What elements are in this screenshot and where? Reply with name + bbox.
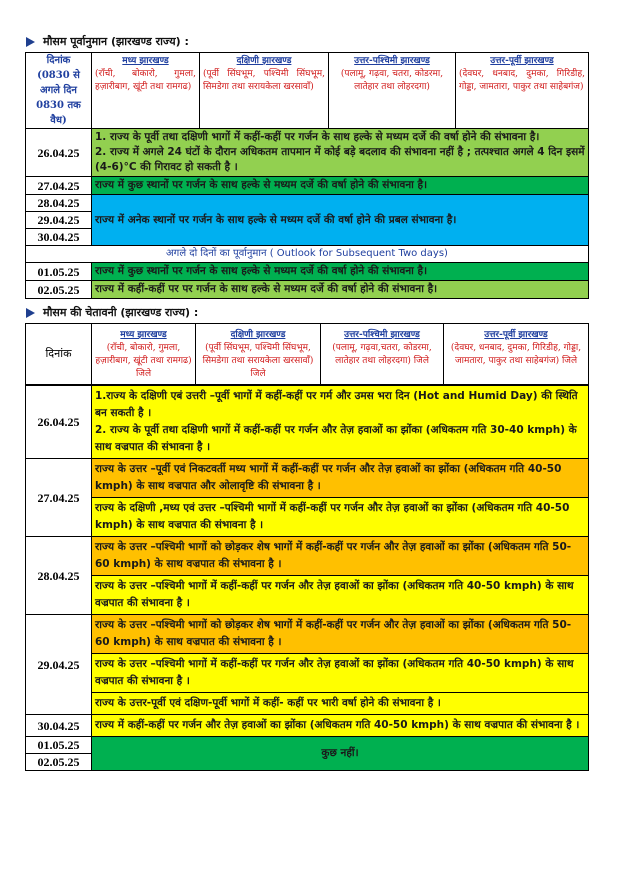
- warning-region-northeast: [444, 324, 589, 385]
- warning-date: 28.04.25: [26, 537, 92, 615]
- region-districts: (पलामू, गढ़वा,चतरा, कोडरमा, लातेहार तथा लोहरदगा) जिले: [332, 343, 432, 366]
- warning-row: [26, 615, 589, 654]
- date-header-line: दिनांक: [46, 55, 71, 66]
- region-name: उत्तर-पूर्वी झारखण्ड: [490, 56, 554, 66]
- outlook-row: [26, 281, 589, 299]
- warning-text: राज्य के उत्तर –पश्चिमी भागों को छोड़कर शेष भागों में कहीं-कहीं पर गर्जन और तेज़ हवाओं का झोंका (अधिकतम गति 50-60 kmph) के साथ वज्रपात की संभावना है ।: [92, 537, 589, 576]
- forecast-text: राज्य में कुछ स्थानों पर गर्जन के साथ हल्के से मध्यम दर्जे की वर्षा होने की संभावना है।: [92, 177, 589, 195]
- region-name: मध्य झारखण्ड: [120, 330, 167, 340]
- forecast-row: [26, 129, 589, 177]
- warning-date: 30.04.25: [26, 715, 92, 737]
- warning-date: 02.05.25: [26, 754, 92, 771]
- warning-text: राज्य के उत्तर –पश्चिमी भागों में कहीं-कहीं पर गर्जन और तेज़ हवाओं का झोंका (अधिकतम गति 40-50 kmph) के साथ वज्रपात की संभावना है ।: [92, 576, 589, 615]
- warning-text: कुछ नहीं।: [92, 737, 589, 771]
- warning-table: [25, 323, 589, 385]
- warning-row: [26, 459, 589, 498]
- warning-header-row: [26, 324, 589, 385]
- region-districts: (पूर्वी सिंघभूम, पश्चिमी सिंघभूम, सिमडेगा तथा सरायकेला खरसावाँ) जिले: [202, 343, 314, 379]
- warning-body-table: [25, 385, 589, 771]
- forecast-date: 26.04.25: [26, 129, 92, 177]
- region-name: उत्तर-पूर्वी झारखण्ड: [484, 330, 548, 340]
- outlook-text: राज्य में कहीं-कहीं पर पर गर्जन के साथ हल्के से मध्यम दर्जे की वर्षा होने की संभावना है।: [92, 281, 589, 299]
- forecast-date: 28.04.25: [26, 195, 92, 212]
- forecast-row: [26, 177, 589, 195]
- warning-text: राज्य के उत्तर –पूर्वी एवं निकटवर्ती मध्य भागों में कहीं-कहीं पर गर्जन और तेज़ हवाओं का झोंका (अधिकतम गति 40-50 kmph) के साथ वज्रपात और ओलावृष्टि की संभावना है ।: [92, 459, 589, 498]
- warning-region-northwest: [321, 324, 444, 385]
- warning-date: 01.05.25: [26, 737, 92, 754]
- warning-row: [26, 576, 589, 615]
- outlook-date: 02.05.25: [26, 281, 92, 299]
- forecast-line: 2. राज्य में अगले 24 घंटों के दौरान अधिकतम तापमान में कोई बड़े बदलाव की संभावना नहीं है ; तत्पश्चात अगले 4 दिन इसमें (4-6)°C की गिरावट हो सकती है ।: [95, 146, 585, 173]
- forecast-text: [92, 129, 589, 177]
- forecast-section-title: [26, 34, 588, 50]
- forecast-date: 29.04.25: [26, 212, 92, 229]
- warning-region-south: [196, 324, 321, 385]
- warning-row: [26, 386, 589, 459]
- forecast-line: 1. राज्य के पूर्वी तथा दक्षिणी भागों में कहीं-कहीं पर गर्जन के साथ हल्के से मध्यम दर्जे की वर्षा होने की संभावना है।: [95, 131, 540, 143]
- region-districts: (पलामू, गढ़वा, चतरा, कोडरमा, लातेहार तथा लोहरदगा): [340, 69, 444, 92]
- warning-text: राज्य के उत्तर –पश्चिमी भागों में कहीं-कहीं पर गर्जन और तेज़ हवाओं का झोंका (अधिकतम गति 40-50 kmph) के साथ वज्रपात की संभावना है ।: [92, 654, 589, 693]
- warning-date: 26.04.25: [26, 386, 92, 459]
- warning-date: 29.04.25: [26, 615, 92, 715]
- forecast-table: [25, 52, 589, 299]
- outlook-text: राज्य में कुछ स्थानों पर गर्जन के साथ हल्के से मध्यम दर्जे की वर्षा होने की संभावना है।: [92, 263, 589, 281]
- forecast-date: 30.04.25: [26, 229, 92, 246]
- warning-date: 27.04.25: [26, 459, 92, 537]
- warning-row: [26, 537, 589, 576]
- date-header-line: अगले दिन: [40, 85, 77, 96]
- region-name: उत्तर-पश्चिमी झारखण्ड: [344, 330, 420, 340]
- region-name: दक्षिणी झारखण्ड: [230, 330, 286, 340]
- outlook-header-row: [26, 246, 589, 263]
- forecast-section-title-text: मौसम पूर्वानुमान (झारखण्ड राज्य) :: [43, 35, 189, 48]
- region-districts: (राँची, बोकारो, गुमला, हज़ारीबाग, खूंटी तथा रामगढ) जिले: [95, 343, 192, 379]
- warning-text: राज्य में कहीं-कहीं पर गर्जन और तेज़ हवाओं का झोंका (अधिकतम गति 40-50 kmph) के साथ वज्रपात की संभावना है ।: [92, 715, 589, 737]
- forecast-text: राज्य में अनेक स्थानों पर गर्जन के साथ हल्के से मध्यम दर्जे की वर्षा होने की प्रबल संभावना है।: [92, 195, 589, 246]
- arrow-bullet-icon: [26, 37, 35, 47]
- region-districts: (राँची, बोकारो, गुमला, हज़ारीबाग, खूंटी तथा रामगढ): [95, 69, 196, 92]
- forecast-row: [26, 195, 589, 212]
- warning-text: राज्य के दक्षिणी ,मध्य एवं उत्तर –पश्चिमी भागों में कहीं-कहीं पर गर्जन और तेज़ हवाओं का झोंका (अधिकतम गति 40-50 kmph) के साथ वज्रपात की संभावना है ।: [92, 498, 589, 537]
- date-header-line: (0830 से: [37, 70, 80, 81]
- forecast-header-row: [26, 53, 589, 129]
- warning-text: राज्य के उत्तर –पश्चिमी भागों को छोड़कर शेष भागों में कहीं-कहीं पर गर्जन और तेज़ हवाओं का झोंका (अधिकतम गति 50-60 kmph) के साथ वज्रपात की संभावना है ।: [92, 615, 589, 654]
- date-header-line: 0830 तक वैध): [36, 100, 81, 126]
- region-header-central: [92, 53, 200, 129]
- region-header-northwest: [329, 53, 456, 129]
- warning-text: 1.राज्य के दक्षिणी एबं उत्तरी –पूर्वी भागों में कहीं-कहीं पर गर्म और उमस भरा दिन (Hot and Humid Day) की स्थिति बन सकती है । 2. राज्य के पूर्वी तथा दक्षिणी भागों में कहीं-कहीं पर गर्जन और तेज़ हवाओं का झोंका (अधिकतम गति 30-40 kmph) के साथ वज्रपात की संभावना है ।: [92, 386, 589, 459]
- region-name: दक्षिणी झारखण्ड: [236, 56, 292, 66]
- region-name: उत्तर-पश्चिमी झारखण्ड: [354, 56, 430, 66]
- warning-row: [26, 737, 589, 754]
- warning-text: राज्य के उत्तर-पूर्वी एवं दक्षिण-पूर्वी भागों में कहीं- कहीं पर भारी वर्षा होने की संभावना है ।: [92, 693, 589, 715]
- warning-row: [26, 654, 589, 693]
- outlook-date: 01.05.25: [26, 263, 92, 281]
- forecast-date: 27.04.25: [26, 177, 92, 195]
- warning-row: [26, 498, 589, 537]
- warning-section-title: [26, 305, 588, 321]
- region-districts: (देवघर, धनबाद, दुमका, गिरिडीह, गोड्डा, जामतारा, पाकुर तथा साहेबगंज): [459, 69, 585, 92]
- outlook-row: [26, 263, 589, 281]
- region-districts: (पूर्वी सिंघभूम, पश्चिमी सिंघभूम, सिमडेगा तथा सरायकेला खरसावाँ): [203, 69, 325, 92]
- arrow-bullet-icon: [26, 308, 35, 318]
- warning-region-central: [92, 324, 196, 385]
- region-header-south: [200, 53, 329, 129]
- forecast-date-header: [26, 53, 92, 129]
- warning-section-title-text: मौसम की चेतावनी (झारखण्ड राज्य) :: [43, 306, 199, 319]
- region-header-northeast: [456, 53, 589, 129]
- warning-date-header: दिनांक: [26, 324, 92, 385]
- warning-row: [26, 693, 589, 715]
- region-name: मध्य झारखण्ड: [122, 56, 169, 66]
- region-districts: (देवघर, धनबाद, दुमका, गिरिडीह, गोड्डा, जामतारा, पाकुर तथा साहेबगंज) जिले: [450, 343, 582, 366]
- outlook-label: अगले दो दिनों का पूर्वानुमान ( Outlook for Subsequent Two days): [26, 246, 589, 263]
- warning-row: [26, 715, 589, 737]
